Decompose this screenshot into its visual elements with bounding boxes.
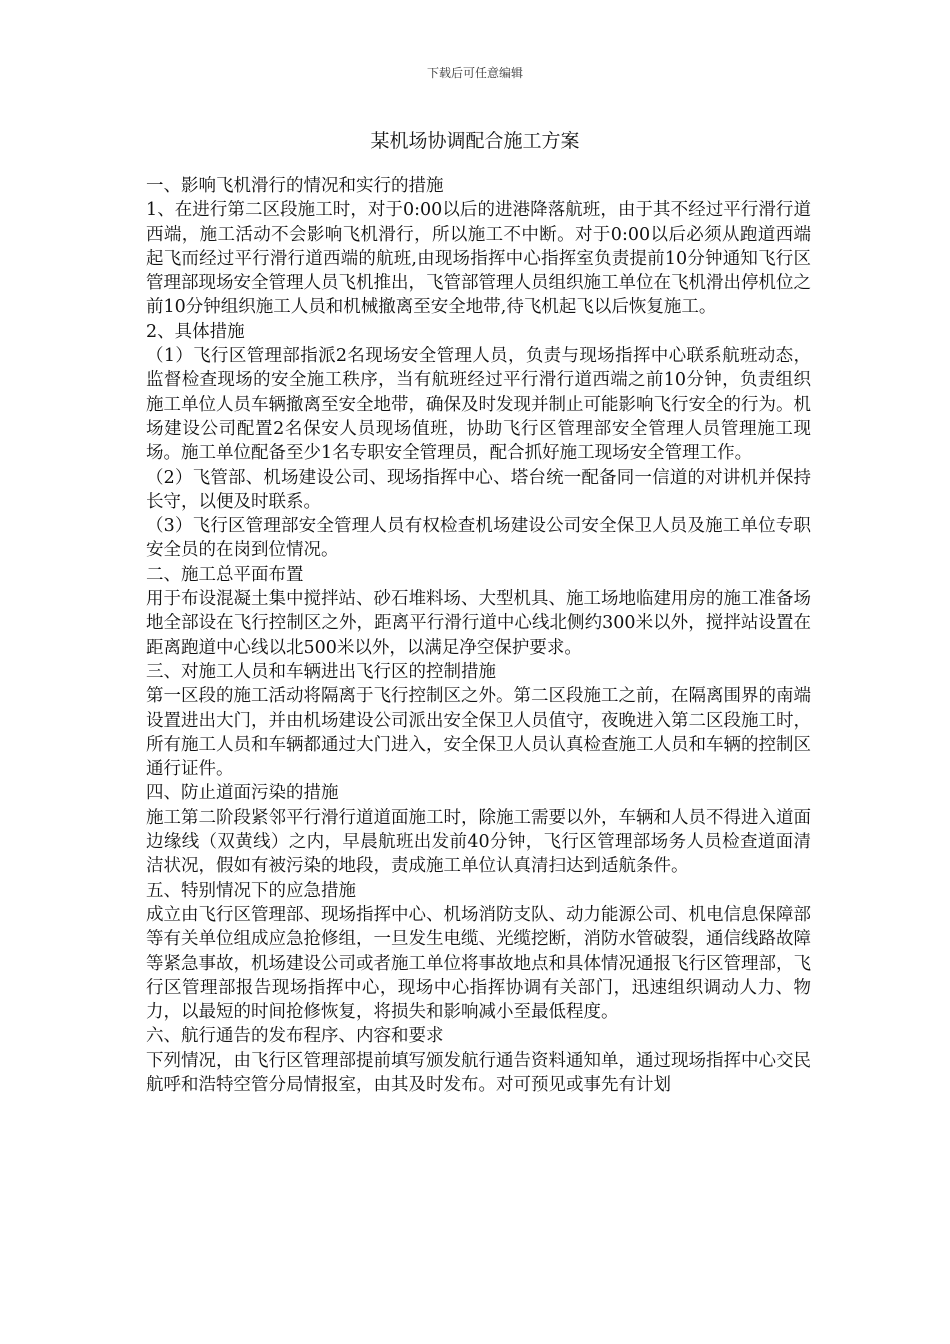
subsection-heading: 2、具体措施 bbox=[146, 321, 245, 342]
paragraph: 第一区段的施工活动将隔离于飞行控制区之外。第二区段施工之前，在隔离围界的南端设置进出大门，并由机场建设公司派出安全保卫人员值守，夜晚进入第二区段施工时，所有施工人员和车辆都通过大门进入，安全保卫人员认真检查施工人员和车辆的控制区通行证件。 bbox=[146, 686, 811, 780]
document-body bbox=[146, 174, 811, 1097]
paragraph: 施工第二阶段紧邻平行滑行道道面施工时，除施工需要以外，车辆和人员不得进入道面边缘线（双黄线）之内，早晨航班出发前40分钟，飞行区管理部场务人员检查道面清洁状况，假如有被污染的地段，责成施工单位认真清扫达到适航条件。 bbox=[146, 807, 811, 877]
paragraph: （1）飞行区管理部指派2名现场安全管理人员，负责与现场指挥中心联系航班动态，监督检查现场的安全施工秩序，当有航班经过平行滑行道西端之前10分钟，负责组织施工单位人员车辆撤离至安全地带，确保及时发现并制止可能影响飞行安全的行为。机场建设公司配置2名保安人员现场值班，协助飞行区管理部安全管理人员管理施工现场。施工单位配备至少1名专职安全管理员，配合抓好施工现场安全管理工作。 bbox=[146, 346, 811, 464]
paragraph: （3）飞行区管理部安全管理人员有权检查机场建设公司安全保卫人员及施工单位专职安全员的在岗到位情况。 bbox=[146, 516, 811, 561]
paragraph: 下列情况，由飞行区管理部提前填写颁发航行通告资料通知单，通过现场指挥中心交民航呼和浩特空管分局情报室，由其及时发布。对可预见或事先有计划 bbox=[146, 1050, 811, 1095]
paragraph: 1、在进行第二区段施工时，对于0:00以后的进港降落航班，由于其不经过平行滑行道西端，施工活动不会影响飞机滑行，所以施工不中断。对于0:00以后必须从跑道西端起飞而经过平行滑行道西端的航班,由现场指挥中心指挥室负责提前10分钟通知飞行区管理部现场安全管理人员飞机推出，飞管部管理人员组织施工单位在飞机滑出停机位之前10分钟组织施工人员和机械撤离至安全地带,待飞机起飞以后恢复施工。 bbox=[146, 200, 811, 318]
section-heading: 二、施工总平面布置 bbox=[146, 564, 304, 585]
paragraph: 用于布设混凝土集中搅拌站、砂石堆料场、大型机具、施工场地临建用房的施工准备场地全部设在飞行控制区之外，距离平行滑行道中心线北侧约300米以外，搅拌站设置在距离跑道中心线以北500米以外，以满足净空保护要求。 bbox=[146, 589, 811, 658]
section-heading: 一、影响飞机滑行的情况和实行的措施 bbox=[146, 176, 444, 196]
section-heading: 五、特别情况下的应急措施 bbox=[146, 880, 356, 901]
paragraph: （2）飞管部、机场建设公司、现场指挥中心、塔台统一配备同一信道的对讲机并保持长守，以便及时联系。 bbox=[146, 467, 811, 512]
section-heading: 六、航行通告的发布程序、内容和要求 bbox=[146, 1026, 444, 1047]
document-title: 某机场协调配合施工方案 bbox=[370, 130, 580, 152]
paragraph: 成立由飞行区管理部、现场指挥中心、机场消防支队、动力能源公司、机电信息保障部等有关单位组成应急抢修组，一旦发生电缆、光缆挖断，消防水管破裂，通信线路故障等紧急事故，机场建设公司或者施工单位将事故地点和具体情况通报飞行区管理部，飞行区管理部报告现场指挥中心，现场中心指挥协调有关部门，迅速组织调动人力、物力，以最短的时间抢修恢复，将损失和影响减小至最低程度。 bbox=[146, 904, 811, 1023]
header-note: 下载后可任意编辑 bbox=[426, 66, 523, 80]
section-heading: 三、对施工人员和车辆进出飞行区的控制措施 bbox=[146, 661, 496, 682]
section-heading: 四、防止道面污染的措施 bbox=[146, 783, 339, 804]
